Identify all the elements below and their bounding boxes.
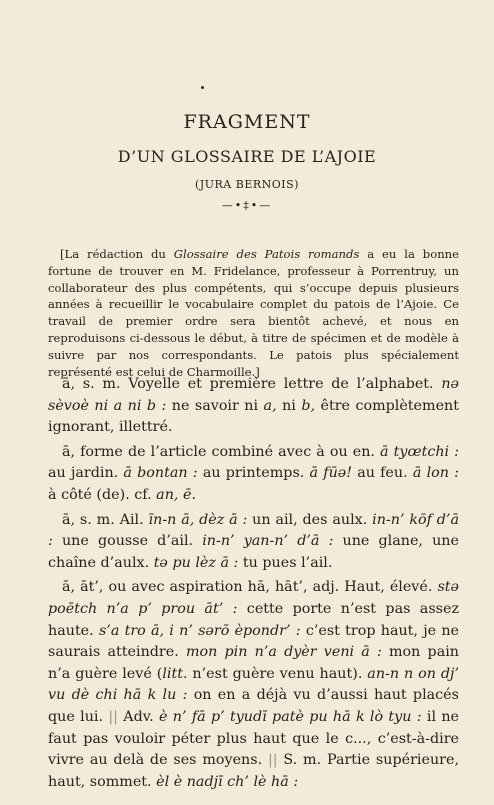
page-title: FRAGMENT <box>183 111 311 133</box>
entry-example: īn-n ā, dèz ā : <box>148 511 248 528</box>
entry-text: un ail, des aulx. <box>247 511 373 528</box>
section-separator: || <box>267 752 278 769</box>
entry-a-vowel <box>48 374 459 439</box>
entry-example: s’a tro ā, i n’ sərō èpondr’ : <box>98 622 301 639</box>
entry-example: a, <box>263 397 277 414</box>
entry-text: cette porte n’est pas assez haute. <box>48 600 459 639</box>
entry-example: ā bontan : <box>123 465 198 482</box>
entry-example: è n’ fā p’ tyudī patè pu hā k lò tyu : <box>159 708 422 725</box>
glossary-title: Glossaire des Patois romands <box>173 247 360 261</box>
intro-text: a eu la bonne fortune de trouver en M. Fridelance, professeur à Porrentruy, un collaborateur des plus compétents, qui s’occupe depuis plusieurs années à recueillir le vocabulaire complet du patois de l’Ajoie. Ce travail de premier ordre sera bientôt achevé, et nous en reproduisons ci-dessous le début, à titre de spécimen et de modèle à suivre par nos correspondants. Le patois plus spécialement représenté est celui de Charmoille.] <box>48 247 459 379</box>
entry-example: èl è nadjī ch’ lè hā : <box>156 773 299 790</box>
entry-text: on en a déjà vu d’aussi haut placés que lui. <box>48 687 459 725</box>
entry-text: ne savoir ni <box>166 397 264 414</box>
entry-text: une glane, une chaîne d’aulx. <box>48 533 459 571</box>
entry-example: an, ē. <box>156 486 196 503</box>
entry-example: ā fūə! <box>309 465 352 482</box>
entry-text: ā, forme de l’article combiné avec à ou en. <box>62 443 381 460</box>
glossary-entries <box>48 374 459 796</box>
page-subtitle: D’UN GLOSSAIRE DE L’AJOIE <box>117 147 377 166</box>
entry-text: il ne faut pas vouloir péter plus haut que le c..., c’est-à-dire vivre au delà de ses moyens. <box>48 708 459 769</box>
entry-example: in-n’ yan-n’ d’ā : <box>202 533 334 550</box>
entry-text: ā, s. m. Ail. <box>62 511 149 528</box>
entry-example: b, <box>301 397 316 414</box>
entry-text: ā, s. m. Voyelle et première lettre de l’alphabet. <box>62 376 442 392</box>
region-label: (JURA BERNOIS) <box>195 178 299 191</box>
entry-a-article <box>48 442 459 507</box>
entry-text: Adv. <box>117 708 160 725</box>
entry-text: n’est guère venu haut). <box>187 665 368 682</box>
entry-example: in-n’ kōf d’ā : <box>48 511 459 550</box>
entry-example: ā lon : <box>412 465 459 482</box>
entry-example: ā tyœtchi : <box>380 443 459 460</box>
entry-example: nə sèvoè ni a ni b : <box>48 376 459 414</box>
print-speck <box>201 86 204 89</box>
entry-example: litt. <box>162 665 188 682</box>
entry-example: stə poētch n’a p’ prou āt’ : <box>48 579 459 617</box>
ornament-divider: —•‡•— <box>221 199 273 212</box>
entry-text: au feu. <box>351 465 413 482</box>
entry-text: au printemps. <box>197 465 310 482</box>
entry-text: une gousse d’ail. <box>52 533 203 550</box>
entry-example: mon pin n’a dyèr veni ā : <box>185 644 382 661</box>
entry-text: mon pain n’a guère levé ( <box>48 644 460 682</box>
entry-text: c’est trop haut, je ne saurais atteindre. <box>48 622 459 661</box>
entry-text: au jardin. <box>48 465 124 482</box>
entry-text: à côté (de). cf. <box>48 486 157 503</box>
entry-example: tə pu lèz ā : <box>153 554 239 571</box>
intro-paragraph <box>48 246 459 380</box>
intro-text: [La rédaction du <box>60 247 174 261</box>
entry-a-haut <box>48 577 459 793</box>
entry-text: tu pues l’ail. <box>238 554 333 571</box>
entry-text: S. m. Partie supérieure, haut, sommet. <box>48 752 459 790</box>
section-separator: || <box>108 708 118 725</box>
entry-a-ail <box>48 510 459 575</box>
entry-text: ni <box>276 397 302 414</box>
entry-text: être complètement ignorant, illettré. <box>48 397 459 436</box>
entry-text: ā, āt’, ou avec aspiration hā, hāt’, adj. Haut, élevé. <box>62 579 438 596</box>
entry-example: an-n n on dj’ vu dè chi hā k lu : <box>48 665 459 704</box>
